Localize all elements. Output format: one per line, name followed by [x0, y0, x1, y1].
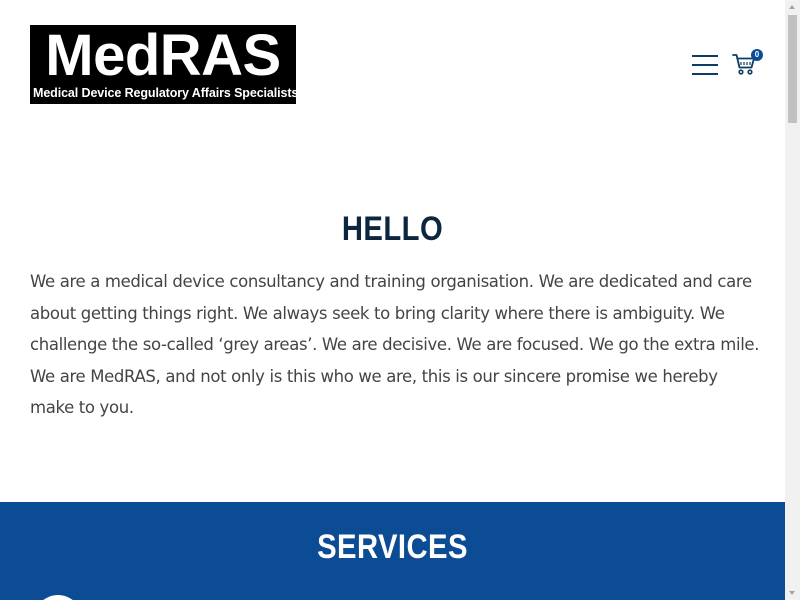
hamburger-menu-icon[interactable] [692, 55, 718, 75]
hello-paragraph: We are a medical device consultancy and training organisation. We are dedicated and care about getting things right. We always seek to bring clarity where there is ambiguity. We challenge the so-called ‘grey areas’. We are decisive. We are focused. We go the extra mile. We are MedRAS, and not only is this who we are, this is our sincere promise we hereby make to you. [30, 272, 760, 418]
arrow-up-icon [789, 5, 795, 9]
scroll-thumb[interactable] [788, 15, 797, 123]
menu-line [692, 64, 718, 66]
hello-heading: HELLO [341, 210, 444, 248]
cart-count-badge: 0 [751, 49, 763, 61]
scroll-up-button[interactable] [785, 0, 800, 15]
service-icon-circle [34, 595, 82, 600]
logo-title: MedRAS [45, 23, 281, 88]
services-section [0, 502, 785, 600]
medras-logo[interactable] [30, 23, 299, 104]
menu-line [692, 55, 718, 57]
arrow-down-icon [789, 591, 795, 595]
vertical-scrollbar[interactable] [785, 0, 800, 600]
scroll-down-button[interactable] [785, 585, 800, 600]
logo-subtitle: Medical Device Regulatory Affairs Specialists [33, 86, 299, 100]
services-heading: SERVICES [317, 528, 468, 566]
menu-line [692, 73, 718, 75]
